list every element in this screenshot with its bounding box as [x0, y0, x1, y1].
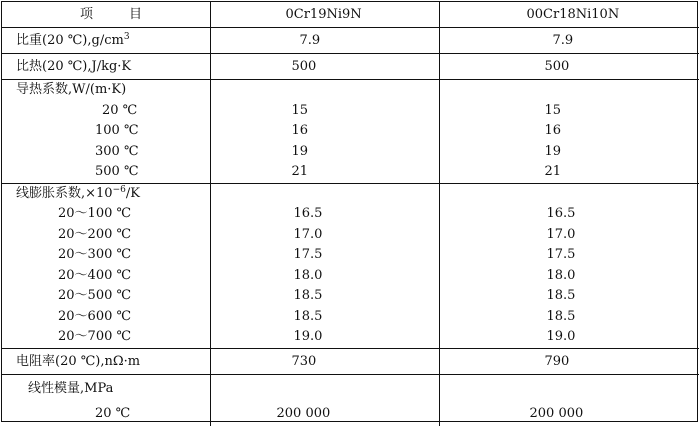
thermal-temp: 300 ℃: [95, 143, 139, 159]
thermal-temp: 100 ℃: [95, 123, 139, 138]
expansion-value-2: 19.0: [546, 329, 576, 344]
expansion-value-2: 17.5: [546, 247, 576, 262]
expansion-value-1: 16.5: [293, 206, 323, 221]
thermal-value-2: 21: [544, 164, 562, 179]
expansion-range: 20～400 ℃: [58, 267, 132, 283]
expansion-value-1: 18.0: [293, 267, 323, 283]
expansion-value-2: 18.5: [546, 308, 576, 324]
expansion-range: 20～500 ℃: [58, 288, 132, 303]
expansion-range: 20～100 ℃: [58, 206, 132, 221]
header-item: [2, 2, 210, 28]
expansion-range: 20～300 ℃: [58, 247, 132, 262]
header-item-char-1: 项: [80, 7, 94, 22]
header-grade-2: 00Cr18Ni10N: [439, 2, 699, 28]
thermal-temp: 20 ℃: [102, 102, 138, 118]
modulus-value-2: 200 000: [529, 405, 584, 421]
expansion-value-2: 16.5: [546, 206, 576, 221]
expansion-range: 20～200 ℃: [58, 226, 132, 242]
modulus-temp: 20 ℃: [95, 405, 131, 421]
expansion-value-1: 18.5: [293, 288, 323, 303]
thermal-value-1: 15: [291, 102, 309, 118]
expansion-value-2: 17.0: [546, 226, 576, 242]
header-item-char-2: 目: [129, 7, 143, 22]
modulus-row: [2, 374, 699, 426]
thermal-value-2: 19: [544, 143, 562, 159]
thermal-expansion-row: [2, 183, 699, 348]
resistivity-value-1: 730: [291, 353, 317, 369]
specific-heat-row: [2, 54, 699, 80]
density-row: [2, 28, 699, 54]
modulus-label: 线性模量,MPa: [28, 380, 114, 396]
thermal-temp: 500 ℃: [95, 164, 139, 179]
thermal-value-1: 16: [291, 123, 309, 138]
expansion-value-1: 19.0: [293, 329, 323, 344]
thermal-value-2: 15: [544, 102, 562, 118]
thermal-expansion-label: 线膨胀系数$,\times 10^{-6}/K$: [16, 184, 140, 201]
resistivity-value-2: 790: [544, 353, 570, 369]
expansion-value-1: 17.0: [293, 226, 323, 242]
resistivity-label: 电阻率(20 ℃),nΩ·m: [16, 353, 141, 369]
specific-heat-value-1: 500: [291, 59, 317, 74]
thermal-conductivity-row: [2, 80, 699, 184]
modulus-value-1: 200 000: [276, 405, 331, 421]
thermal-value-2: 16: [544, 123, 562, 138]
property-table: [2, 2, 699, 426]
specific-heat-value-2: 500: [544, 59, 570, 74]
property-table-frame: [1, 1, 698, 422]
specific-heat-label: 比热(20 ℃),J/kg·K: [16, 59, 132, 74]
thermal-value-1: 19: [291, 143, 309, 159]
thermal-conductivity-label: 导热系数,W/(m·K): [16, 82, 127, 97]
resistivity-row: [2, 348, 699, 374]
density-label: 比重(20 $℃),g/cm^3$: [16, 32, 130, 48]
thermal-value-1: 21: [291, 164, 309, 179]
header-grade-1: 0Cr19Ni9N: [210, 2, 439, 28]
density-value-1: 7.9: [299, 33, 321, 48]
expansion-range: 20～700 ℃: [58, 329, 132, 344]
expansion-value-1: 17.5: [293, 247, 323, 262]
table-header-row: [2, 2, 699, 28]
expansion-value-2: 18.5: [546, 288, 576, 303]
expansion-value-1: 18.5: [293, 308, 323, 324]
density-value-2: 7.9: [552, 33, 574, 48]
expansion-value-2: 18.0: [546, 267, 576, 283]
expansion-range: 20～600 ℃: [58, 308, 132, 324]
